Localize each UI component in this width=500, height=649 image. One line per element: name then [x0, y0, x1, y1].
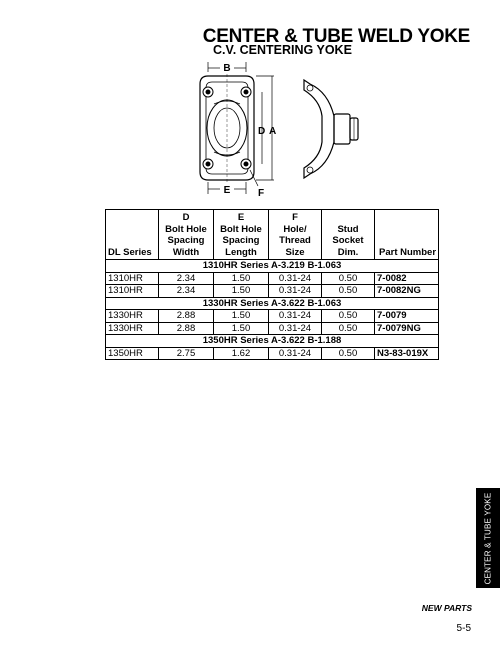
dim-label-a: A [269, 126, 277, 137]
group-label: 1310HR Series A-3.219 B-1.063 [106, 260, 439, 273]
header-line: Width [172, 246, 200, 258]
header-line: Thread [279, 235, 311, 246]
table-row [106, 272, 439, 285]
header-line: Stud [337, 223, 359, 235]
cell-series: 1330HR [106, 322, 159, 335]
header-letter: F [292, 212, 298, 223]
header-line: Part Number [379, 246, 437, 258]
header-line: Socket [332, 235, 364, 246]
yoke-drawing [170, 58, 390, 200]
table-header-row [106, 210, 439, 260]
cell-part-number: 7-0082 [375, 272, 439, 285]
cell-part-number: 7-0079 [375, 310, 439, 323]
cell-width: 2.34 [159, 285, 214, 298]
cell-part-number: 7-0082NG [375, 285, 439, 298]
cell-length: 1.62 [214, 347, 269, 360]
header-line: Spacing [222, 235, 260, 246]
cell-series: 1310HR [106, 285, 159, 298]
cell-series: 1350HR [106, 347, 159, 360]
header-bolt-hole-length [214, 210, 269, 260]
cell-part-number: N3-83-019X [375, 347, 439, 360]
header-thread-size [269, 210, 322, 260]
cell-series: 1330HR [106, 310, 159, 323]
header-bolt-hole-width [159, 210, 214, 260]
cell-length: 1.50 [214, 310, 269, 323]
page-title: CENTER & TUBE WELD YOKE [202, 26, 470, 47]
table-row [106, 285, 439, 298]
header-line: DL Series [108, 246, 152, 258]
header-stud-socket [322, 210, 375, 260]
side-view [304, 80, 358, 178]
new-parts-note: NEW PARTS [421, 603, 472, 613]
cell-stud: 0.50 [322, 285, 375, 298]
header-line: Size [285, 246, 305, 258]
cell-width: 2.34 [159, 272, 214, 285]
header-letter: E [237, 212, 245, 223]
cell-series: 1310HR [106, 272, 159, 285]
header-dl-series [106, 210, 159, 260]
cell-thread: 0.31-24 [269, 322, 322, 335]
cell-thread: 0.31-24 [269, 272, 322, 285]
group-label: 1330HR Series A-3.622 B-1.063 [106, 297, 439, 310]
dim-label-b: B [223, 63, 231, 74]
cell-part-number: 7-0079NG [375, 322, 439, 335]
cell-width: 2.75 [159, 347, 214, 360]
header-line: Hole/ [283, 223, 307, 235]
cell-width: 2.88 [159, 310, 214, 323]
group-row [106, 297, 439, 310]
cell-thread: 0.31-24 [269, 285, 322, 298]
dim-label-e: E [223, 185, 231, 196]
parts-table [105, 209, 439, 360]
dim-label-d: D [258, 126, 266, 137]
header-line: Bolt Hole [220, 223, 262, 235]
header-line: Bolt Hole [165, 223, 207, 235]
group-label: 1350HR Series A-3.622 B-1.188 [106, 335, 439, 348]
cell-thread: 0.31-24 [269, 310, 322, 323]
page-number: 5-5 [456, 623, 471, 634]
group-row [106, 335, 439, 348]
table-row [106, 310, 439, 323]
cell-thread: 0.31-24 [269, 347, 322, 360]
side-tab-label: CENTER & TUBE YOKE [483, 492, 493, 584]
group-row [106, 260, 439, 273]
header-line: Dim. [337, 246, 359, 258]
page-subtitle: C.V. CENTERING YOKE [213, 43, 352, 57]
table-row [106, 347, 439, 360]
header-line: Length [225, 246, 257, 258]
header-line: Spacing [167, 235, 205, 246]
cell-length: 1.50 [214, 272, 269, 285]
header-letter: D [182, 212, 190, 223]
cell-stud: 0.50 [322, 310, 375, 323]
cell-stud: 0.50 [322, 272, 375, 285]
cell-length: 1.50 [214, 285, 269, 298]
dim-label-f: F [258, 188, 265, 199]
table-row [106, 322, 439, 335]
cell-stud: 0.50 [322, 347, 375, 360]
section-side-tab [476, 488, 500, 588]
cell-width: 2.88 [159, 322, 214, 335]
header-part-number [375, 210, 439, 260]
cell-stud: 0.50 [322, 322, 375, 335]
cell-length: 1.50 [214, 322, 269, 335]
